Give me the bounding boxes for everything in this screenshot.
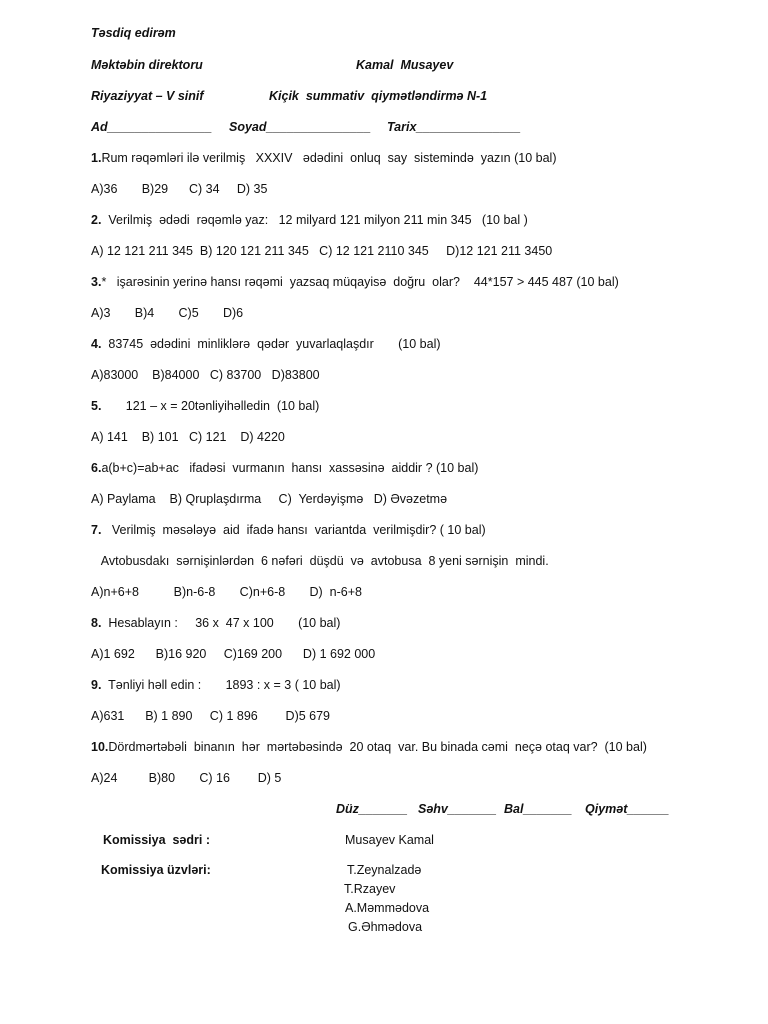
commission-member: T.Zeynalzadə [347, 863, 422, 877]
question-text: 121 – x = 20tənliyihəlledin (10 bal) [101, 399, 320, 413]
date-field: Tarix_______________ [387, 120, 521, 134]
approve-heading: Təsdiq edirəm [91, 26, 176, 40]
question-number: 8. [91, 616, 102, 630]
commission-member: T.Rzayev [344, 882, 396, 896]
question-4 [91, 336, 441, 352]
question-number: 5. [91, 399, 102, 413]
question-number: 1. [91, 151, 102, 165]
score-field: Bal_______ [504, 802, 573, 816]
question-text: * işarəsinin yerinə hansı rəqəmi yazsaq müqayisə doğru olar? 44*157 > 445 487 (10 bal) [101, 275, 619, 289]
grade-field: Qiymət______ [585, 802, 670, 816]
commission-member: G.Əhmədova [348, 920, 423, 934]
question-5 [91, 398, 319, 414]
question-6-options: A) Paylama B) Qruplaşdırma C) Yerdəyişmə D) Əvəzetmə [91, 492, 448, 506]
question-number: 2. [91, 213, 102, 227]
correct-count-field: Düz_______ [336, 802, 408, 816]
question-3-options: A)3 B)4 C)5 D)6 [91, 306, 244, 320]
question-number: 7. [91, 523, 102, 537]
director-name: Kamal Musayev [356, 58, 454, 72]
question-text: 83745 ədədini minliklərə qədər yuvarlaqlaşdır (10 bal) [101, 337, 441, 351]
assessment-title: Kiçik summativ qiymətləndirmə N-1 [269, 89, 488, 103]
question-9-options: A)631 B) 1 890 C) 1 896 D)5 679 [91, 709, 331, 723]
question-9 [91, 677, 341, 693]
question-text: Dördmərtəbəli binanın hər mərtəbəsində 20 otaq var. Bu binada cəmi neçə otaq var? (10 bal) [108, 740, 647, 754]
question-8 [91, 615, 340, 631]
surname-field: Soyad_______________ [229, 120, 371, 134]
question-number: 4. [91, 337, 102, 351]
question-1 [91, 150, 557, 166]
question-text: Hesablayın : 36 x 47 x 100 (10 bal) [101, 616, 341, 630]
question-number: 9. [91, 678, 102, 692]
name-field: Ad_______________ [91, 120, 212, 134]
commission-chair-label: Komissiya sədri : [103, 833, 210, 847]
question-2-options: A) 12 121 211 345 B) 120 121 211 345 C) 12 121 2110 345 D)12 121 211 3450 [91, 244, 553, 258]
question-10-options: A)24 B)80 C) 16 D) 5 [91, 771, 282, 785]
question-number: 10. [91, 740, 109, 754]
commission-members-label: Komissiya üzvləri: [101, 863, 211, 877]
question-3 [91, 274, 619, 290]
question-1-options: A)36 B)29 C) 34 D) 35 [91, 182, 268, 196]
question-7-problem: Avtobusdakı sərnişinlərdən 6 nəfəri düşdü və avtobusa 8 yeni sərnişin mindi. [91, 554, 549, 568]
question-number: 3. [91, 275, 102, 289]
question-8-options: A)1 692 B)16 920 C)169 200 D) 1 692 000 [91, 647, 376, 661]
question-5-options: A) 141 B) 101 C) 121 D) 4220 [91, 430, 285, 444]
question-2 [91, 212, 528, 228]
wrong-count-field: Səhv_______ [418, 802, 497, 816]
question-number: 6. [91, 461, 102, 475]
question-text: Rum rəqəmləri ilə verilmiş XXXIV ədədini onluq say sistemində yazın (10 bal) [101, 151, 557, 165]
question-7 [91, 522, 486, 538]
question-text: a(b+c)=ab+ac ifadəsi vurmanın hansı xassəsinə aiddir ? (10 bal) [101, 461, 479, 475]
question-text: Verilmiş ədədi rəqəmlə yaz: 12 milyard 121 milyon 211 min 345 (10 bal ) [101, 213, 528, 227]
question-text: Verilmiş məsələyə aid ifadə hansı variantda verilmişdir? ( 10 bal) [101, 523, 486, 537]
question-6 [91, 460, 478, 476]
commission-member: A.Məmmədova [345, 901, 430, 915]
director-label: Məktəbin direktoru [91, 58, 203, 72]
question-text: Tənliyi həll edin : 1893 : x = 3 ( 10 bal) [101, 678, 341, 692]
question-10 [91, 739, 647, 755]
question-7-options: A)n+6+8 B)n-6-8 C)n+6-8 D) n-6+8 [91, 585, 362, 599]
subject-title: Riyaziyyat – V sinif [91, 89, 204, 103]
question-4-options: A)83000 B)84000 C) 83700 D)83800 [91, 368, 320, 382]
commission-chair-name: Musayev Kamal [345, 833, 434, 847]
